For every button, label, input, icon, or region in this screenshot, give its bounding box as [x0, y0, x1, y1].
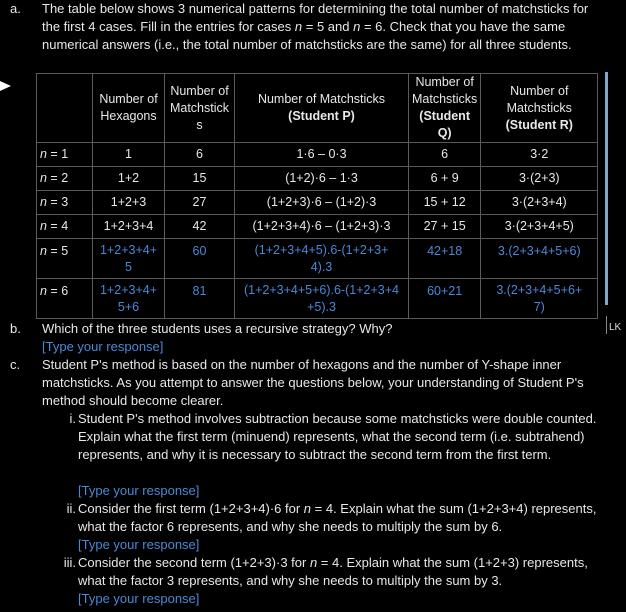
cell-hexagons: 1 — [93, 143, 165, 167]
input-student-p[interactable]: (1+2+3+4+5).6-(1+2+3+ 4).3 — [235, 239, 409, 279]
cell-student-q: 15 + 12 — [409, 191, 481, 215]
input-student-p[interactable]: (1+2+3+4+5+6).6-(1+2+3+4 +5).3 — [235, 279, 409, 319]
row-pointer-icon — [0, 80, 12, 92]
cell-student-p: (1+2+3+4)·6 – (1+2+3)·3 — [235, 215, 409, 239]
case-label: n = 2 — [37, 167, 93, 191]
input-student-r[interactable]: 3.(2+3+4+5+6+ 7) — [481, 279, 598, 319]
part-b-question: Which of the three students uses a recursive strategy? Why? — [42, 321, 393, 336]
input-student-q[interactable]: 60+21 — [409, 279, 481, 319]
cell-student-q: 6 + 9 — [409, 167, 481, 191]
case-label: n = 4 — [37, 215, 93, 239]
cell-hexagons: 1+2+3+4 — [93, 215, 165, 239]
cell-student-r: 3·(2+3) — [481, 167, 598, 191]
part-ciii-response[interactable]: [Type your response] — [78, 591, 200, 606]
part-ci-response[interactable]: [Type your response] — [78, 483, 200, 498]
part-ci-text: Student P's method involves subtraction because some matchsticks were double counted. Explain what the first term (minuend) represents, what the second term (i.e. subtrahend) represents, and why it is necessary to subtract the second term from the first term. — [78, 411, 597, 462]
part-ciii-text: Consider the second term (1+2+3)·3 for n = 4. Explain what the sum (1+2+3) represents, what the factor 3 represents, and why she needs to multiply the sum by 3. — [78, 555, 588, 588]
cell-hexagons: 1+2 — [93, 167, 165, 191]
input-student-q[interactable]: 42+18 — [409, 239, 481, 279]
part-cii-response[interactable]: [Type your response] — [78, 537, 200, 552]
cell-hexagons: 1+2+3 — [93, 191, 165, 215]
header-student-p: Number of Matchsticks (Student P) — [235, 74, 409, 143]
cell-student-p: 1·6 – 0·3 — [235, 143, 409, 167]
comment-divider — [606, 316, 607, 334]
cell-student-q: 6 — [409, 143, 481, 167]
cell-student-r: 3·2 — [481, 143, 598, 167]
part-cii-marker: ii. — [66, 501, 76, 516]
case-label: n = 5 — [37, 239, 93, 279]
part-c-marker: c. — [10, 357, 21, 372]
table-row — [37, 143, 598, 167]
part-ciii-marker: iii. — [63, 555, 76, 570]
cell-student-r: 3·(2+3+4+5) — [481, 215, 598, 239]
change-bar — [605, 72, 608, 305]
input-matchsticks[interactable]: 60 — [165, 239, 235, 279]
matchstick-table — [36, 73, 598, 319]
input-hexagons[interactable]: 1+2+3+4+ 5 — [93, 239, 165, 279]
case-label: n = 6 — [37, 279, 93, 319]
header-hexagons: Number of Hexagons — [93, 74, 165, 143]
cell-student-p: (1+2)·6 – 1·3 — [235, 167, 409, 191]
table-row — [37, 239, 598, 279]
part-cii-text: Consider the first term (1+2+3+4)·6 for n = 4. Explain what the sum (1+2+3+4) represents, what the factor 6 represents, and why she needs to multiply the sum by 6. — [78, 501, 597, 534]
part-c-text: Student P's method is based on the number of hexagons and the number of Y-shape inner matchsticks. As you attempt to answer the questions below, your understanding of Student P's method should become clearer. — [42, 357, 584, 408]
table-row — [37, 191, 598, 215]
part-a-text: The table below shows 3 numerical patterns for determining the total number of matchsticks for the first 4 cases. Fill in the entries for cases n = 5 and n = 6. Check that you have the same numerical answers (i.e., the total number of matchsticks are the same) for all three students. — [42, 1, 589, 52]
part-ci-marker: i. — [69, 411, 76, 426]
case-label: n = 3 — [37, 191, 93, 215]
cell-student-q: 27 + 15 — [409, 215, 481, 239]
case-label: n = 1 — [37, 143, 93, 167]
cell-matchsticks: 6 — [165, 143, 235, 167]
header-student-q: Number of Matchsticks (Student Q) — [409, 74, 481, 143]
table-header-row — [37, 74, 598, 143]
cell-student-r: 3·(2+3+4) — [481, 191, 598, 215]
part-b-response[interactable]: [Type your response] — [42, 339, 164, 354]
header-blank — [37, 74, 93, 143]
cell-matchsticks: 15 — [165, 167, 235, 191]
cell-matchsticks: 42 — [165, 215, 235, 239]
cell-matchsticks: 27 — [165, 191, 235, 215]
comment-initials[interactable]: LK — [609, 322, 622, 333]
table-row — [37, 167, 598, 191]
input-hexagons[interactable]: 1+2+3+4+ 5+6 — [93, 279, 165, 319]
table-row — [37, 215, 598, 239]
header-matchsticks: Number of Matchstick s — [165, 74, 235, 143]
header-student-r: Number of Matchsticks (Student R) — [481, 74, 598, 143]
input-matchsticks[interactable]: 81 — [165, 279, 235, 319]
part-b-marker: b. — [10, 321, 21, 336]
input-student-r[interactable]: 3.(2+3+4+5+6) — [481, 239, 598, 279]
part-a-marker: a. — [10, 1, 21, 16]
table-row — [37, 279, 598, 319]
cell-student-p: (1+2+3)·6 – (1+2)·3 — [235, 191, 409, 215]
